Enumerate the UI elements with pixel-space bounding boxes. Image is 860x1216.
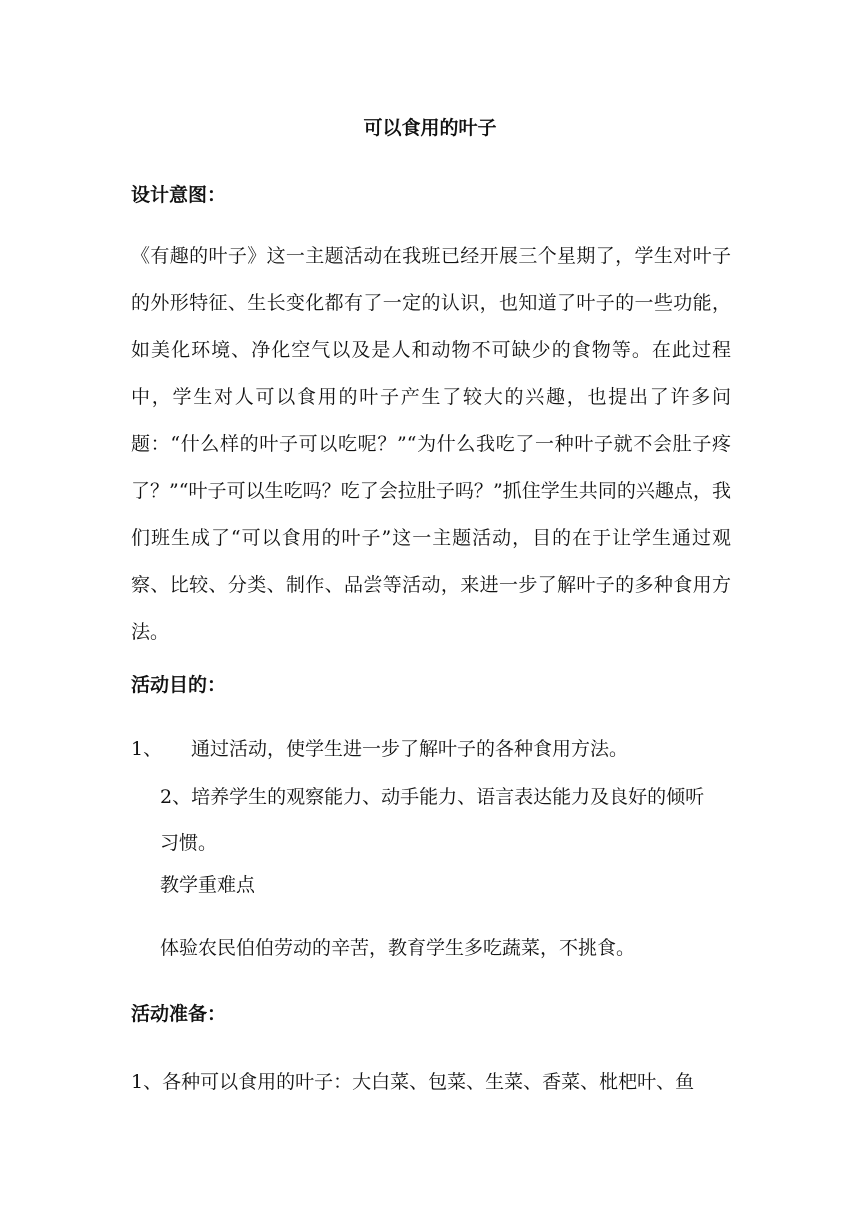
design-intent-heading: 设计意图：: [131, 184, 227, 206]
preparation-item-1: 1、各种可以食用的叶子：大白菜、包菜、生菜、香菜、枇杷叶、鱼: [131, 1071, 695, 1093]
goal-item-1-number: 1、: [131, 738, 163, 760]
activity-goals-heading: 活动目的：: [131, 674, 227, 696]
key-points-text: 体验农民伯伯劳动的辛苦，教育学生多吃蔬菜，不挑食。: [160, 937, 636, 959]
goal-item-1-text: 通过活动，使学生进一步了解叶子的各种食用方法。: [191, 738, 629, 760]
goal-item-2-line-2: 习惯。: [160, 832, 218, 854]
goal-item-2-line-1: 2、培养学生的观察能力、动手能力、语言表达能力及良好的倾听: [160, 786, 705, 808]
document-title: 可以食用的叶子: [363, 117, 497, 139]
goal-item-1: [131, 736, 628, 762]
key-points-label: 教学重难点: [160, 874, 256, 896]
preparation-heading: 活动准备：: [131, 1003, 227, 1025]
design-intent-paragraph: 《有趣的叶子》这一主题活动在我班已经开展三个星期了，学生对叶子的外形特征、生长变化都有了一定的认识，也知道了叶子的一些功能，如美化环境、净化空气以及是人和动物不可缺少的食物等。在此过程中，学生对人可以食用的叶子产生了较大的兴趣，也提出了许多问题：“什么样的叶子可以吃呢？”“为什么我吃了一种叶子就不会肚子疼了？”“叶子可以生吃吗？吃了会拉肚子吗？”抓住学生共同的兴趣点，我们班生成了“可以食用的叶子”这一主题活动，目的在于让学生通过观察、比较、分类、制作、品尝等活动，来进一步了解叶子的多种食用方法。: [131, 245, 731, 643]
